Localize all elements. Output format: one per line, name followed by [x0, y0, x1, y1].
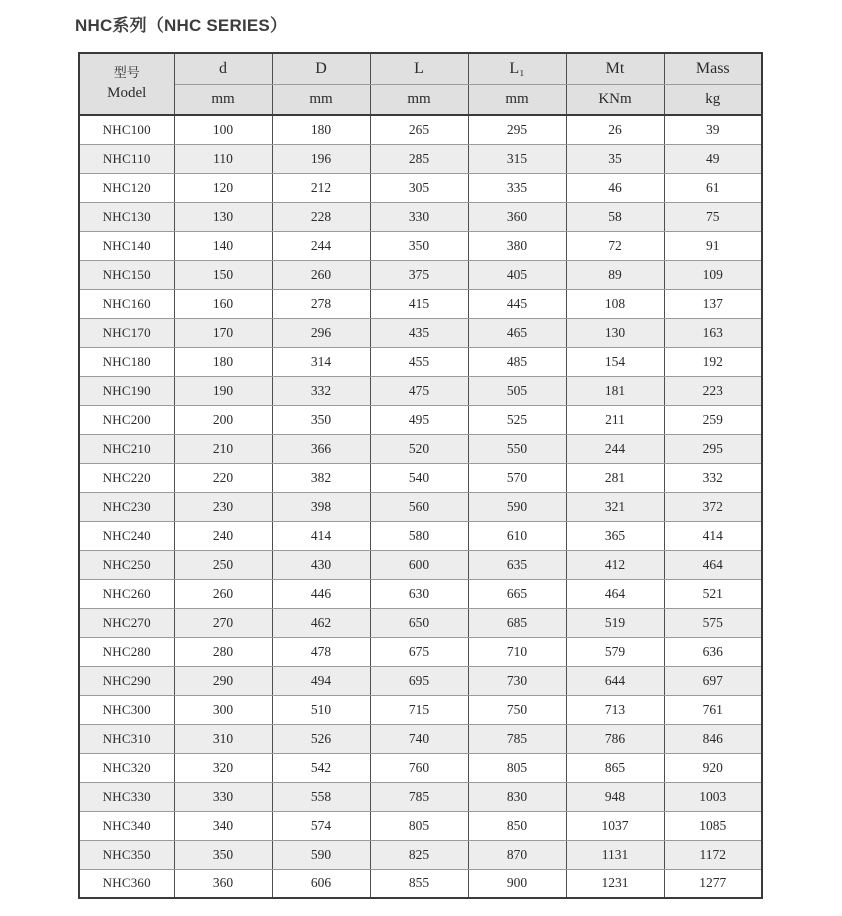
- value-cell: 130: [566, 318, 664, 347]
- value-cell: 310: [174, 724, 272, 753]
- table-row: [79, 579, 762, 608]
- table-row: [79, 231, 762, 260]
- value-cell: 412: [566, 550, 664, 579]
- value-cell: 180: [272, 115, 370, 144]
- value-cell: 154: [566, 347, 664, 376]
- table-row: [79, 463, 762, 492]
- value-cell: 900: [468, 869, 566, 898]
- unit-Mass: kg: [664, 84, 762, 115]
- value-cell: 321: [566, 492, 664, 521]
- model-cell: NHC340: [79, 811, 174, 840]
- table-row: [79, 347, 762, 376]
- value-cell: 228: [272, 202, 370, 231]
- unit-d: mm: [174, 84, 272, 115]
- value-cell: 46: [566, 173, 664, 202]
- model-cell: NHC290: [79, 666, 174, 695]
- value-cell: 260: [174, 579, 272, 608]
- model-cell: NHC300: [79, 695, 174, 724]
- value-cell: 75: [664, 202, 762, 231]
- value-cell: 1085: [664, 811, 762, 840]
- value-cell: 150: [174, 260, 272, 289]
- value-cell: 697: [664, 666, 762, 695]
- value-cell: 580: [370, 521, 468, 550]
- value-cell: 542: [272, 753, 370, 782]
- model-cell: NHC170: [79, 318, 174, 347]
- value-cell: 180: [174, 347, 272, 376]
- table-row: [79, 724, 762, 753]
- value-cell: 340: [174, 811, 272, 840]
- value-cell: 280: [174, 637, 272, 666]
- value-cell: 715: [370, 695, 468, 724]
- value-cell: 196: [272, 144, 370, 173]
- unit-D: mm: [272, 84, 370, 115]
- table-header: [79, 53, 762, 115]
- value-cell: 110: [174, 144, 272, 173]
- table-row: [79, 666, 762, 695]
- value-cell: 220: [174, 463, 272, 492]
- model-cell: NHC220: [79, 463, 174, 492]
- table-row: [79, 811, 762, 840]
- value-cell: 785: [370, 782, 468, 811]
- table-row: [79, 550, 762, 579]
- value-cell: 350: [370, 231, 468, 260]
- unit-L: mm: [370, 84, 468, 115]
- value-cell: 446: [272, 579, 370, 608]
- model-cell: NHC150: [79, 260, 174, 289]
- value-cell: 526: [272, 724, 370, 753]
- value-cell: 265: [370, 115, 468, 144]
- table-row: [79, 289, 762, 318]
- model-cell: NHC140: [79, 231, 174, 260]
- table-row: [79, 144, 762, 173]
- value-cell: 91: [664, 231, 762, 260]
- table-row: [79, 782, 762, 811]
- value-cell: 350: [174, 840, 272, 869]
- header-label-row: [79, 53, 762, 84]
- table-body: [79, 115, 762, 898]
- value-cell: 850: [468, 811, 566, 840]
- value-cell: 575: [664, 608, 762, 637]
- column-header-Mt: Mt: [566, 53, 664, 84]
- value-cell: 49: [664, 144, 762, 173]
- value-cell: 948: [566, 782, 664, 811]
- value-cell: 1231: [566, 869, 664, 898]
- header-unit-row: [79, 84, 762, 115]
- value-cell: 281: [566, 463, 664, 492]
- model-cell: NHC200: [79, 405, 174, 434]
- value-cell: 464: [664, 550, 762, 579]
- column-header-L1: L₁: [468, 53, 566, 84]
- model-cell: NHC180: [79, 347, 174, 376]
- value-cell: 100: [174, 115, 272, 144]
- model-cell: NHC240: [79, 521, 174, 550]
- table-row: [79, 521, 762, 550]
- column-header-L: L: [370, 53, 468, 84]
- table-row: [79, 492, 762, 521]
- value-cell: 260: [272, 260, 370, 289]
- table-row: [79, 405, 762, 434]
- value-cell: 478: [272, 637, 370, 666]
- value-cell: 465: [468, 318, 566, 347]
- value-cell: 270: [174, 608, 272, 637]
- value-cell: 494: [272, 666, 370, 695]
- table-row: [79, 695, 762, 724]
- value-cell: 360: [174, 869, 272, 898]
- value-cell: 414: [664, 521, 762, 550]
- value-cell: 665: [468, 579, 566, 608]
- model-cell: NHC190: [79, 376, 174, 405]
- value-cell: 398: [272, 492, 370, 521]
- value-cell: 192: [664, 347, 762, 376]
- table-row: [79, 637, 762, 666]
- column-header-Mass: Mass: [664, 53, 762, 84]
- value-cell: 109: [664, 260, 762, 289]
- value-cell: 464: [566, 579, 664, 608]
- value-cell: 805: [468, 753, 566, 782]
- value-cell: 89: [566, 260, 664, 289]
- model-cell: NHC280: [79, 637, 174, 666]
- value-cell: 560: [370, 492, 468, 521]
- value-cell: 200: [174, 405, 272, 434]
- value-cell: 120: [174, 173, 272, 202]
- column-header-D: D: [272, 53, 370, 84]
- value-cell: 606: [272, 869, 370, 898]
- value-cell: 570: [468, 463, 566, 492]
- model-cell: NHC330: [79, 782, 174, 811]
- model-cell: NHC130: [79, 202, 174, 231]
- value-cell: 375: [370, 260, 468, 289]
- value-cell: 590: [272, 840, 370, 869]
- unit-L1: mm: [468, 84, 566, 115]
- table-row: [79, 318, 762, 347]
- column-header-model: [79, 53, 174, 115]
- value-cell: 320: [174, 753, 272, 782]
- value-cell: 600: [370, 550, 468, 579]
- value-cell: 1131: [566, 840, 664, 869]
- table-row: [79, 434, 762, 463]
- table-row: [79, 202, 762, 231]
- value-cell: 865: [566, 753, 664, 782]
- value-cell: 475: [370, 376, 468, 405]
- table-row: [79, 753, 762, 782]
- value-cell: 610: [468, 521, 566, 550]
- model-cell: NHC320: [79, 753, 174, 782]
- value-cell: 550: [468, 434, 566, 463]
- value-cell: 61: [664, 173, 762, 202]
- value-cell: 210: [174, 434, 272, 463]
- value-cell: 350: [272, 405, 370, 434]
- model-cell: NHC120: [79, 173, 174, 202]
- value-cell: 521: [664, 579, 762, 608]
- value-cell: 314: [272, 347, 370, 376]
- table-row: [79, 115, 762, 144]
- value-cell: 58: [566, 202, 664, 231]
- value-cell: 35: [566, 144, 664, 173]
- value-cell: 805: [370, 811, 468, 840]
- value-cell: 330: [370, 202, 468, 231]
- value-cell: 290: [174, 666, 272, 695]
- value-cell: 137: [664, 289, 762, 318]
- value-cell: 505: [468, 376, 566, 405]
- value-cell: 635: [468, 550, 566, 579]
- value-cell: 590: [468, 492, 566, 521]
- value-cell: 510: [272, 695, 370, 724]
- value-cell: 574: [272, 811, 370, 840]
- value-cell: 285: [370, 144, 468, 173]
- value-cell: 430: [272, 550, 370, 579]
- value-cell: 520: [370, 434, 468, 463]
- value-cell: 579: [566, 637, 664, 666]
- model-cell: NHC270: [79, 608, 174, 637]
- value-cell: 495: [370, 405, 468, 434]
- model-cell: NHC250: [79, 550, 174, 579]
- value-cell: 332: [272, 376, 370, 405]
- value-cell: 26: [566, 115, 664, 144]
- value-cell: 761: [664, 695, 762, 724]
- value-cell: 485: [468, 347, 566, 376]
- model-cell: NHC360: [79, 869, 174, 898]
- model-cell: NHC230: [79, 492, 174, 521]
- model-cell: NHC210: [79, 434, 174, 463]
- value-cell: 250: [174, 550, 272, 579]
- value-cell: 740: [370, 724, 468, 753]
- table-row: [79, 869, 762, 898]
- value-cell: 244: [566, 434, 664, 463]
- value-cell: 366: [272, 434, 370, 463]
- value-cell: 830: [468, 782, 566, 811]
- value-cell: 405: [468, 260, 566, 289]
- value-cell: 382: [272, 463, 370, 492]
- model-cell: NHC260: [79, 579, 174, 608]
- nhc-series-table: [78, 52, 763, 899]
- value-cell: 108: [566, 289, 664, 318]
- value-cell: 330: [174, 782, 272, 811]
- model-cell: NHC100: [79, 115, 174, 144]
- value-cell: 190: [174, 376, 272, 405]
- value-cell: 181: [566, 376, 664, 405]
- value-cell: 1172: [664, 840, 762, 869]
- table-row: [79, 173, 762, 202]
- value-cell: 685: [468, 608, 566, 637]
- value-cell: 1277: [664, 869, 762, 898]
- value-cell: 360: [468, 202, 566, 231]
- value-cell: 211: [566, 405, 664, 434]
- value-cell: 240: [174, 521, 272, 550]
- value-cell: 244: [272, 231, 370, 260]
- value-cell: 519: [566, 608, 664, 637]
- value-cell: 140: [174, 231, 272, 260]
- value-cell: 713: [566, 695, 664, 724]
- value-cell: 372: [664, 492, 762, 521]
- value-cell: 72: [566, 231, 664, 260]
- value-cell: 435: [370, 318, 468, 347]
- page-title: NHC系列（NHC SERIES）: [75, 16, 288, 35]
- value-cell: 305: [370, 173, 468, 202]
- value-cell: 160: [174, 289, 272, 318]
- table-row: [79, 608, 762, 637]
- value-cell: 855: [370, 869, 468, 898]
- value-cell: 223: [664, 376, 762, 405]
- value-cell: 786: [566, 724, 664, 753]
- value-cell: 39: [664, 115, 762, 144]
- value-cell: 278: [272, 289, 370, 318]
- model-cell: NHC160: [79, 289, 174, 318]
- unit-Mt: KNm: [566, 84, 664, 115]
- value-cell: 295: [664, 434, 762, 463]
- value-cell: 846: [664, 724, 762, 753]
- value-cell: 315: [468, 144, 566, 173]
- value-cell: 212: [272, 173, 370, 202]
- model-header-en: Model: [107, 84, 147, 101]
- value-cell: 636: [664, 637, 762, 666]
- model-cell: NHC350: [79, 840, 174, 869]
- value-cell: 414: [272, 521, 370, 550]
- value-cell: 295: [468, 115, 566, 144]
- value-cell: 445: [468, 289, 566, 318]
- value-cell: 1037: [566, 811, 664, 840]
- value-cell: 365: [566, 521, 664, 550]
- value-cell: 525: [468, 405, 566, 434]
- value-cell: 675: [370, 637, 468, 666]
- table-row: [79, 260, 762, 289]
- value-cell: 300: [174, 695, 272, 724]
- value-cell: 540: [370, 463, 468, 492]
- value-cell: 230: [174, 492, 272, 521]
- value-cell: 380: [468, 231, 566, 260]
- value-cell: 760: [370, 753, 468, 782]
- value-cell: 870: [468, 840, 566, 869]
- value-cell: 785: [468, 724, 566, 753]
- value-cell: 650: [370, 608, 468, 637]
- value-cell: 415: [370, 289, 468, 318]
- value-cell: 750: [468, 695, 566, 724]
- value-cell: 710: [468, 637, 566, 666]
- value-cell: 630: [370, 579, 468, 608]
- table-row: [79, 840, 762, 869]
- value-cell: 259: [664, 405, 762, 434]
- value-cell: 558: [272, 782, 370, 811]
- value-cell: 644: [566, 666, 664, 695]
- model-header-cn: 型号: [113, 66, 140, 82]
- table-row: [79, 376, 762, 405]
- column-header-d: d: [174, 53, 272, 84]
- value-cell: 730: [468, 666, 566, 695]
- model-cell: NHC310: [79, 724, 174, 753]
- value-cell: 920: [664, 753, 762, 782]
- value-cell: 455: [370, 347, 468, 376]
- value-cell: 163: [664, 318, 762, 347]
- value-cell: 170: [174, 318, 272, 347]
- value-cell: 1003: [664, 782, 762, 811]
- value-cell: 130: [174, 202, 272, 231]
- value-cell: 296: [272, 318, 370, 347]
- value-cell: 462: [272, 608, 370, 637]
- value-cell: 695: [370, 666, 468, 695]
- value-cell: 335: [468, 173, 566, 202]
- value-cell: 825: [370, 840, 468, 869]
- value-cell: 332: [664, 463, 762, 492]
- model-cell: NHC110: [79, 144, 174, 173]
